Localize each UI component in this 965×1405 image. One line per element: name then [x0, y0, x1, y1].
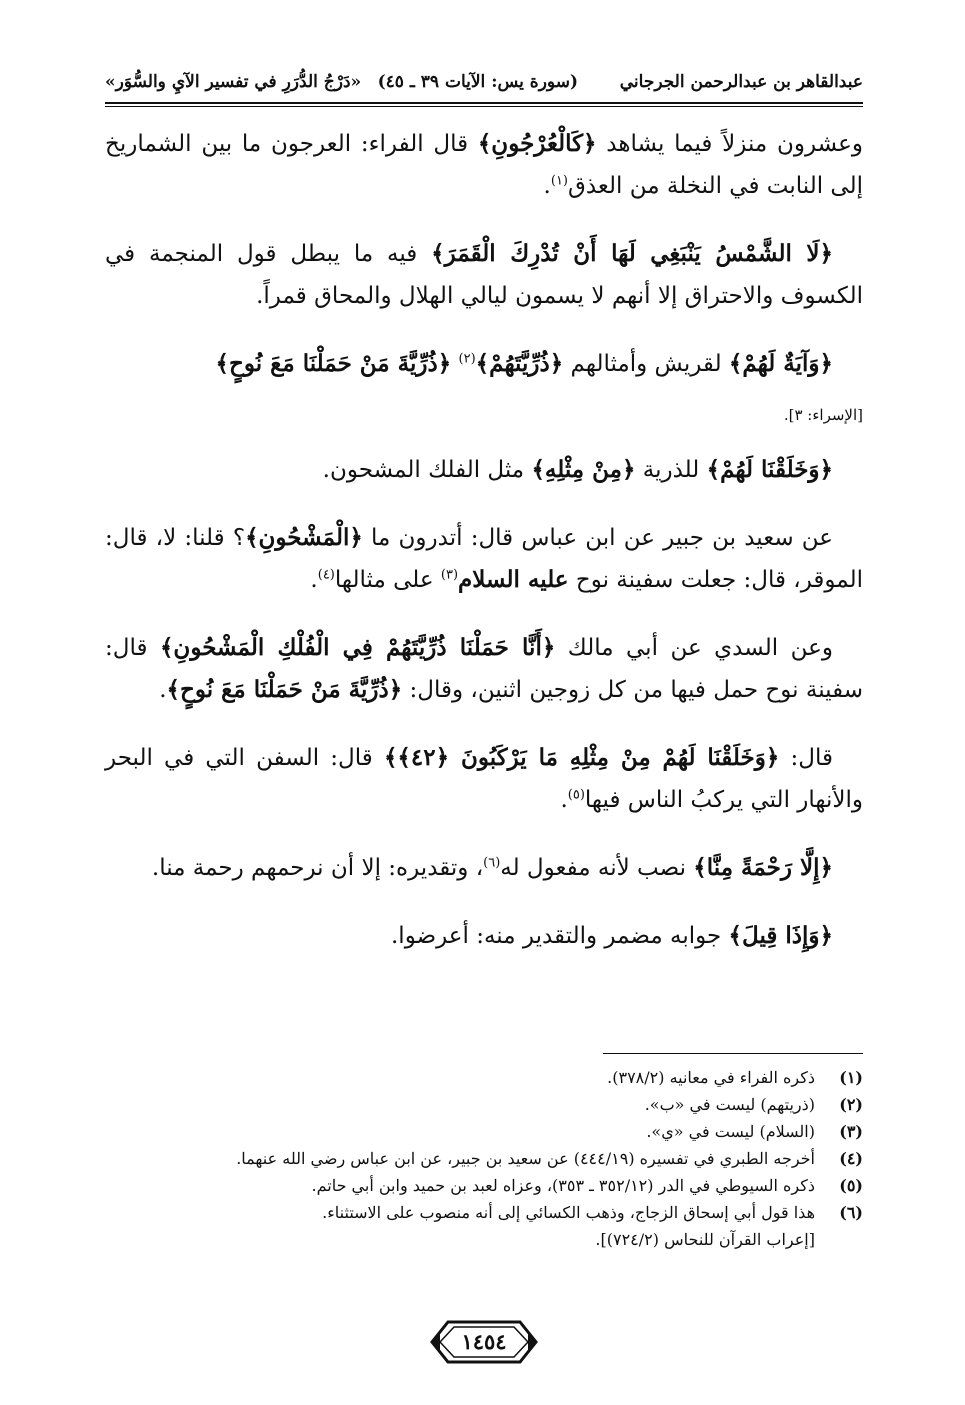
footnote [105, 1091, 863, 1118]
footnote [105, 1118, 863, 1145]
footnotes [105, 1064, 863, 1253]
footnote [105, 1145, 863, 1172]
quran-quote: ﴿كَالْعُرْجُونِ﴾ [477, 130, 597, 157]
quran-quote: ﴿مِنْ مِثْلِهِ﴾ [531, 456, 636, 483]
footnote-marker: (٤) [317, 567, 335, 583]
quran-quote: ﴿وَخَلَقْنَا لَهُمْ مِنْ مِثْلِهِ مَا يَرْكَبُونَ ﴿٤٢﴾﴾ [383, 744, 780, 771]
text-segment: . [310, 567, 318, 593]
footnote-text: ذكره السيوطي في الدر (٣٥٢/١٢ ـ ٣٥٣)، وعزاه لعبد بن حميد وابن أبي حاتم. [311, 1176, 815, 1195]
text-segment: ؟ قلنا: لا، قال: الموقر، قال: جعلت سفينة نوح [105, 525, 863, 593]
text-segment: وعشرون منزلاً فيما يشاهد [596, 131, 864, 157]
paragraph [105, 915, 863, 957]
paragraph [105, 343, 863, 385]
footnote-number: (١) [839, 1068, 863, 1087]
quran-quote: ﴿وَإِذَا قِيلَ﴾ [728, 922, 833, 949]
page-number: ١٤٥٤ [461, 1329, 507, 1354]
text-segment: . [543, 173, 551, 199]
footnote-marker: (٣) [440, 567, 459, 583]
quran-quote: ﴿ذُرِّيَّةَ مَنْ حَمَلْنَا مَعَ نُوحٍ﴾ [215, 350, 452, 377]
footnote [105, 1199, 863, 1226]
quran-quote: ﴿الْمَشْحُونِ﴾ [245, 524, 363, 551]
quran-quote: عليه السلام [458, 566, 569, 593]
main-text [105, 123, 863, 983]
footnote-number: (٥) [839, 1176, 863, 1195]
text-segment: قال الفراء: العرجون ما بين الشماريخ إلى النابت في النخلة من العذق [105, 131, 863, 199]
footnote-text: (السلام) ليست في «ي». [646, 1122, 815, 1141]
text-segment: مثل الفلك المشحون. [322, 457, 532, 483]
paragraph [105, 449, 863, 491]
footnote [105, 1172, 863, 1199]
footnote-marker: (٥) [567, 787, 585, 803]
text-segment: وعن السدي عن أبي مالك [555, 635, 833, 661]
quran-quote: ﴿لَا الشَّمْسُ يَنْبَغِي لَهَا أَنْ تُدْرِكَ الْقَمَرَ﴾ [431, 240, 834, 267]
quran-quote: ﴿إِلَّا رَحْمَةً مِنَّا﴾ [693, 854, 833, 881]
footnote-text: ذكره الفراء في معانيه (٣٧٨/٢). [607, 1068, 815, 1087]
footnote-number: (٢) [839, 1095, 863, 1114]
footnote-text: (ذريتهم) ليست في «ب». [644, 1095, 815, 1114]
footnote-number: (٦) [839, 1203, 863, 1222]
text-segment: عن سعيد بن جبير عن ابن عباس قال: أتدرون ما [362, 525, 833, 551]
text-segment: على مثالها [334, 567, 441, 593]
header-book-title: «دَرْجُ الدُّرَرِ في تفسير الآيِ والسُّوَر» [105, 72, 362, 92]
text-segment: جوابه مضمر والتقدير منه: أعرضوا. [391, 923, 729, 949]
text-segment: . [560, 787, 568, 813]
footnote-number: (٤) [839, 1149, 863, 1168]
text-segment: قال: [779, 745, 833, 771]
header-rule-thin [105, 106, 863, 107]
text-segment: قال: سفينة نوح حمل فيها من كل زوجين اثنين، وقال: [105, 635, 863, 703]
header-author: عبدالقاهر بن عبدالرحمن الجرجاني [619, 72, 863, 92]
footnote-continuation: [إعراب القرآن للنحاس (٧٢٤/٢)]. [595, 1230, 815, 1249]
text-segment: فيه ما يبطل قول المنجمة في الكسوف والاحتراق إلا أنهم لا يسمون ليالي الهلال والمحاق قمراً. [105, 241, 863, 309]
footnote-number: (٣) [839, 1122, 863, 1141]
page [105, 0, 863, 1405]
text-segment [451, 351, 458, 377]
footnote-text: هذا قول أبي إسحاق الزجاج، وذهب الكسائي إلى أنه منصوب على الاستثناء. [322, 1203, 815, 1222]
footnote-marker: (٢) [458, 351, 476, 367]
footnote-marker: (١) [550, 173, 568, 189]
quran-reference: [الإسراء: ٣]. [783, 406, 863, 424]
text-segment: لقريش وأمثالهم [563, 351, 729, 377]
quran-quote: ﴿وَخَلَقْنَا لَهُمْ﴾ [706, 456, 833, 483]
text-segment: قال: السفن التي في البحر والأنهار التي يركبُ الناس فيها [105, 745, 863, 813]
header-surah-range: (سورة يس: الآيات ٣٩ ـ ٤٥) [377, 72, 578, 92]
text-segment: ، وتقديره: إلا أن نرحمهم رحمة منا. [151, 855, 484, 881]
page-number-ornament [430, 1320, 538, 1364]
text-segment: . [159, 677, 167, 703]
footnote [105, 1064, 863, 1091]
quran-quote: ﴿أَنَّا حَمَلْنَا ذُرِّيَّتَهُمْ فِي الْفُلْكِ الْمَشْحُونِ﴾ [159, 634, 556, 661]
footnote-text: أخرجه الطبري في تفسيره (٤٤٤/١٩) عن سعيد بن جبير، عن ابن عباس رضي الله عنهما. [236, 1149, 815, 1168]
paragraph [105, 123, 863, 207]
paragraph [105, 847, 863, 889]
paragraph [105, 627, 863, 711]
footnote-divider [603, 1053, 863, 1054]
paragraph [105, 233, 863, 317]
quran-quote: ﴿وَآيَةٌ لَهُمْ﴾ [728, 350, 833, 377]
paragraph [105, 517, 863, 601]
footnote-marker: (٦) [483, 855, 501, 871]
quran-quote: ﴿ذُرِّيَّةَ مَنْ حَمَلْنَا مَعَ نُوحٍ﴾ [166, 676, 403, 703]
running-header [105, 70, 863, 96]
paragraph [105, 737, 863, 821]
text-segment: نصب لأنه مفعول له [500, 855, 694, 881]
header-rule [105, 102, 863, 104]
quran-quote: ﴿ذُرِّيَّتَهُمْ﴾ [475, 350, 564, 377]
text-segment: للذرية [635, 457, 707, 483]
